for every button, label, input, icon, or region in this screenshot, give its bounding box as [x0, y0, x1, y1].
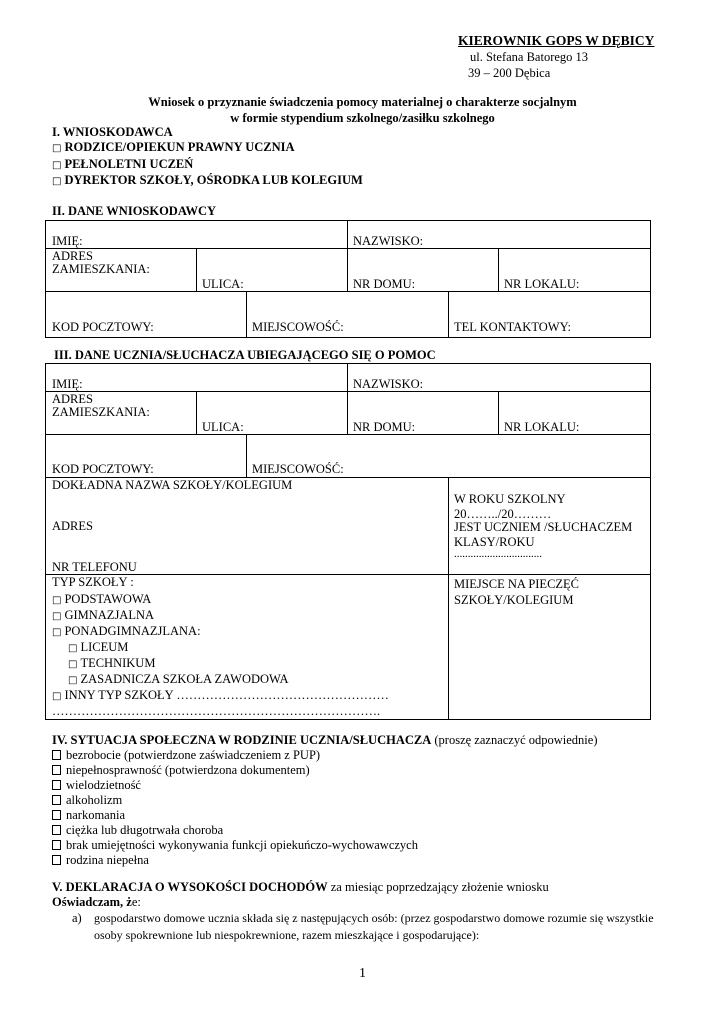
social-item-label: rodzina niepełna [66, 853, 149, 867]
checkbox-icon[interactable]: □ [52, 611, 62, 622]
applicant-surname-field[interactable]: NAZWISKO: [353, 234, 424, 248]
checkbox-icon[interactable]: □ [68, 643, 78, 654]
school-name-field[interactable]: DOKŁADNA NAZWA SZKOŁY/KOLEGIUM [52, 478, 293, 492]
student-flat-field[interactable]: NR LOKALU: [504, 420, 580, 434]
option-label: PONADGIMNAZJLANA: [64, 624, 201, 638]
school-type-high-school[interactable] [68, 640, 128, 655]
social-item-alcoholism[interactable] [52, 793, 122, 808]
social-item-disability[interactable] [52, 763, 310, 778]
page-number: 1 [359, 966, 366, 981]
recipient-street: ul. Stefana Batorego 13 [470, 50, 589, 64]
social-item-parenting[interactable] [52, 838, 418, 853]
school-type-heading: TYP SZKOŁY : [52, 575, 134, 589]
checkbox-icon[interactable] [52, 780, 61, 790]
recipient-title: KIEROWNIK GOPS W DĘBICY [458, 33, 655, 48]
declaration-label [52, 895, 141, 910]
declaration-label-rest: e: [131, 895, 141, 909]
school-type-gymnasium[interactable] [52, 608, 154, 623]
social-item-label: bezrobocie (potwierdzone zaświadczeniem z PUP) [66, 748, 321, 762]
social-item-label: brak umiejętności wykonywania funkcji opiekuńczo-wychowawczych [66, 838, 418, 852]
social-item-unemployment[interactable] [52, 748, 320, 763]
student-house-field[interactable]: NR DOMU: [353, 420, 416, 434]
checkbox-icon[interactable] [52, 810, 61, 820]
checkbox-icon[interactable]: □ [52, 160, 62, 171]
applicant-postcode-field[interactable]: KOD POCZTOWY: [52, 320, 154, 334]
recipient-city: 39 – 200 Dębica [468, 66, 551, 80]
declaration-item-letter: a) [72, 911, 82, 925]
social-item-single-parent[interactable] [52, 853, 149, 868]
school-type-other[interactable] [52, 688, 389, 703]
section2-heading: II. DANE WNIOSKODAWCY [52, 204, 217, 218]
option-parents[interactable] [52, 140, 295, 155]
student-address-label: ADRES [52, 392, 93, 406]
student-city-field[interactable]: MIEJSCOWOŚĆ: [252, 462, 344, 476]
section5-title: V. DEKLARACJA O WYSOKOŚCI DOCHODÓW [52, 880, 328, 894]
form-title-line1: Wniosek o przyznanie świadczenia pomocy materialnej o charakterze socjalnym [148, 95, 577, 109]
checkbox-icon[interactable] [52, 825, 61, 835]
checkbox-icon[interactable]: □ [52, 691, 62, 702]
checkbox-icon[interactable]: □ [68, 659, 78, 670]
checkbox-icon[interactable] [52, 840, 61, 850]
option-label: GIMNAZJALNA [64, 608, 155, 622]
school-stamp-label-2: SZKOŁY/KOLEGIUM [454, 593, 574, 607]
social-item-drug-addiction[interactable] [52, 808, 125, 823]
student-surname-field[interactable]: NAZWISKO: [353, 377, 424, 391]
social-item-illness[interactable] [52, 823, 223, 838]
applicant-city-field[interactable]: MIEJSCOWOŚĆ: [252, 320, 344, 334]
section4-heading [52, 733, 598, 748]
checkbox-icon[interactable]: □ [52, 627, 62, 638]
checkbox-icon[interactable] [52, 795, 61, 805]
option-director[interactable] [52, 173, 363, 188]
school-year-label: W ROKU SZKOLNY [454, 492, 566, 506]
declaration-item-line1: gospodarstwo domowe ucznia składa się z następujących osób: (przez gospodarstwo domowe rozumie się wszystkie [94, 911, 654, 925]
school-address-field[interactable]: ADRES [52, 519, 93, 533]
school-type-technical[interactable] [68, 656, 155, 671]
school-phone-field[interactable]: NR TELEFONU [52, 560, 137, 574]
checkbox-icon[interactable] [52, 765, 61, 775]
social-item-label: ciężka lub długotrwała choroba [66, 823, 224, 837]
declaration-label-bold: Oświadczam, ż [52, 895, 132, 909]
option-label: LICEUM [80, 640, 129, 654]
school-type-post-gymnasium[interactable] [52, 624, 201, 639]
declaration-item-line2: osoby spokrewnione lub niespokrewnione, razem mieszkające i gospodarujące): [94, 928, 480, 942]
section4-title: IV. SYTUACJA SPOŁECZNA W RODZINIE UCZNIA/SŁUCHACZA [52, 733, 432, 747]
social-item-label: alkoholizm [66, 793, 123, 807]
section4-note: (proszę zaznaczyć odpowiednie) [431, 733, 598, 747]
section5-note: za miesiąc poprzedzający złożenie wniosku [327, 880, 549, 894]
applicant-address-label: ADRES [52, 249, 93, 263]
option-adult-student[interactable] [52, 157, 193, 172]
school-stamp-label: MIEJSCE NA PIECZĘĆ [454, 577, 580, 591]
applicant-phone-field[interactable]: TEL KONTAKTOWY: [454, 320, 571, 334]
option-label: INNY TYP SZKOŁY …………………………………………… [64, 688, 389, 702]
option-label: RODZICE/OPIEKUN PRAWNY UCZNIA [64, 140, 295, 154]
section1-heading: I. WNIOSKODAWCA [52, 125, 173, 139]
school-year-field[interactable]: 20……../20……… [454, 507, 552, 521]
checkbox-icon[interactable]: □ [68, 675, 78, 686]
form-title-line2: w formie stypendium szkolnego/zasiłku szkolnego [230, 111, 495, 125]
option-label: ZASADNICZA SZKOŁA ZAWODOWA [80, 672, 289, 686]
school-type-primary[interactable] [52, 592, 151, 607]
social-item-label: wielodzietność [66, 778, 141, 792]
checkbox-icon[interactable]: □ [52, 176, 62, 187]
class-label: KLASY/ROKU [454, 535, 535, 549]
option-label: TECHNIKUM [80, 656, 156, 670]
checkbox-icon[interactable]: □ [52, 595, 62, 606]
checkbox-icon[interactable] [52, 750, 61, 760]
option-label: PEŁNOLETNI UCZEŃ [64, 157, 194, 171]
social-item-label: narkomania [66, 808, 126, 822]
student-name-field[interactable]: IMIĘ: [52, 377, 83, 391]
applicant-house-field[interactable]: NR DOMU: [353, 277, 416, 291]
social-item-large-family[interactable] [52, 778, 141, 793]
student-address-label-2: ZAMIESZKANIA: [52, 405, 150, 419]
applicant-street-field[interactable]: ULICA: [202, 277, 244, 291]
section3-heading: III. DANE UCZNIA/SŁUCHACZA UBIEGAJĄCEGO SIĘ O POMOC [54, 348, 436, 362]
option-label: DYREKTOR SZKOŁY, OŚRODKA LUB KOLEGIUM [64, 173, 363, 187]
student-postcode-field[interactable]: KOD POCZTOWY: [52, 462, 154, 476]
student-street-field[interactable]: ULICA: [202, 420, 244, 434]
school-type-vocational[interactable] [68, 672, 288, 687]
option-label: PODSTAWOWA [64, 592, 152, 606]
school-type-other-field[interactable]: ……………………………………………………………………. [52, 704, 381, 718]
social-item-label: niepełnosprawność (potwierdzona dokumentem) [66, 763, 310, 777]
class-field[interactable]: ................................ [454, 548, 542, 560]
student-status-label: JEST UCZNIEM /SŁUCHACZEM [454, 520, 633, 534]
applicant-flat-field[interactable]: NR LOKALU: [504, 277, 580, 291]
checkbox-icon[interactable] [52, 855, 61, 865]
applicant-name-field[interactable]: IMIĘ: [52, 234, 83, 248]
section5-heading [52, 880, 549, 895]
checkbox-icon[interactable]: □ [52, 143, 62, 154]
applicant-address-label-2: ZAMIESZKANIA: [52, 262, 150, 276]
